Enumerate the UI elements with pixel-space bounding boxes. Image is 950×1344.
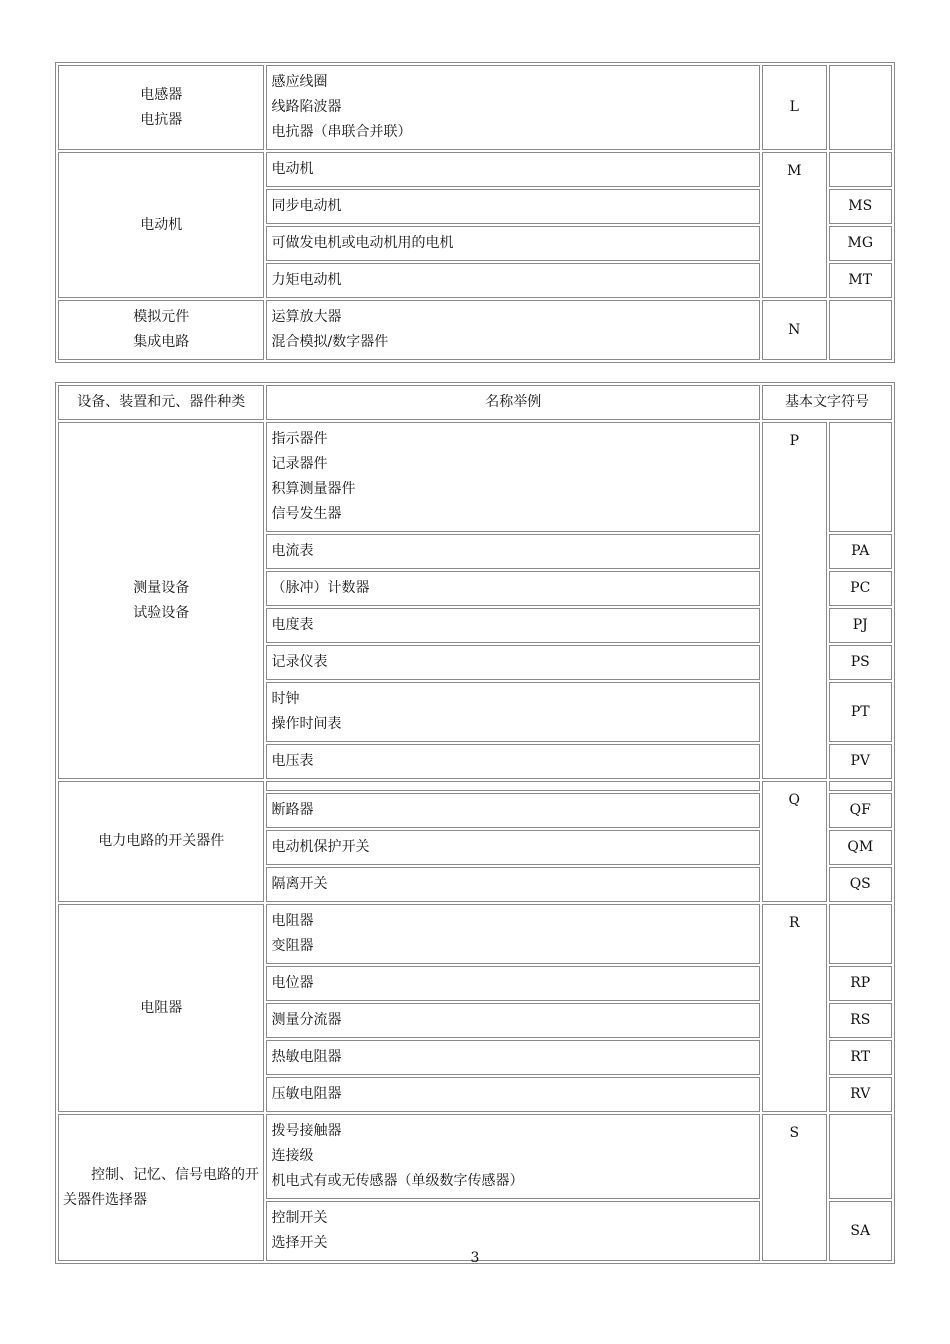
example-text: 指示器件	[271, 431, 328, 447]
sub-symbol-cell	[829, 781, 893, 791]
examples-cell	[266, 422, 760, 532]
base-symbol-cell: R	[762, 904, 826, 1112]
page-number: 3	[470, 1250, 480, 1266]
category-text: 集成电路	[133, 334, 190, 350]
example-cell: 热敏电阻器	[266, 1040, 760, 1075]
example-cell: 同步电动机	[266, 189, 760, 224]
category-cell: 电力电路的开关器件	[58, 781, 264, 902]
example-cell: 记录仪表	[266, 645, 760, 680]
example-text: 电抗器（串联合并联）	[271, 124, 412, 140]
example-text: 操作时间表	[271, 716, 342, 732]
category-cell	[58, 422, 264, 779]
category-cell: 电阻器	[58, 904, 264, 1112]
sub-symbol-cell: SA	[829, 1201, 893, 1261]
sub-symbol-cell: RP	[829, 966, 893, 1001]
example-cell: （脉冲）计数器	[266, 571, 760, 606]
example-text: 积算测量器件	[271, 481, 356, 497]
example-cell: 断路器	[266, 793, 760, 828]
sub-symbol-cell	[829, 152, 893, 187]
example-text: 运算放大器	[271, 309, 342, 325]
table-row	[58, 152, 892, 187]
category-cell: 控制、记忆、信号电路的开关器件选择器	[58, 1114, 264, 1261]
sub-symbol-cell: MT	[829, 263, 893, 298]
sub-symbol-cell: PJ	[829, 608, 893, 643]
category-text: 测量设备	[133, 579, 190, 596]
sub-symbol-cell	[829, 1114, 893, 1199]
sub-symbol-cell	[829, 422, 893, 532]
examples-cell	[266, 1114, 760, 1199]
example-text: 信号发生器	[271, 506, 342, 522]
base-symbol-cell: P	[762, 422, 826, 779]
example-cell: 力矩电动机	[266, 263, 760, 298]
example-cell: 电流表	[266, 534, 760, 569]
table-header-row	[58, 385, 892, 420]
sub-symbol-cell	[829, 300, 893, 360]
category-cell: 电动机	[58, 152, 264, 298]
sub-symbol-cell	[829, 65, 893, 150]
header-category: 设备、装置和元、器件种类	[58, 385, 264, 420]
base-symbol-cell: Q	[762, 781, 826, 902]
symbol-table	[55, 382, 895, 1264]
sub-symbol-cell: RT	[829, 1040, 893, 1075]
sub-symbol-cell	[829, 904, 893, 964]
category-text: 试验设备	[133, 604, 190, 621]
example-cell	[266, 781, 760, 791]
example-text: 混合模拟/数字器件	[271, 334, 389, 350]
table-row	[58, 300, 892, 360]
example-cell: 电动机保护开关	[266, 830, 760, 865]
sub-symbol-cell: PA	[829, 534, 893, 569]
table-row	[58, 65, 892, 150]
table-row	[58, 422, 892, 532]
category-text: 电感器	[140, 86, 183, 103]
example-cell: 隔离开关	[266, 867, 760, 902]
sub-symbol-cell: MG	[829, 226, 893, 261]
base-symbol-cell: N	[762, 300, 826, 360]
sub-symbol-cell: RV	[829, 1077, 893, 1112]
sub-symbol-cell: QS	[829, 867, 893, 902]
example-text: 感应线圈	[271, 74, 328, 90]
example-text: 拨号接触器	[271, 1123, 342, 1139]
base-symbol-cell: M	[762, 152, 826, 298]
sub-symbol-cell: PS	[829, 645, 893, 680]
table-row	[58, 781, 892, 791]
example-text: 线路陷波器	[271, 99, 342, 115]
category-cell	[58, 300, 264, 360]
sub-symbol-cell: PC	[829, 571, 893, 606]
examples-cell	[266, 904, 760, 964]
sub-symbol-cell: RS	[829, 1003, 893, 1038]
header-examples: 名称举例	[266, 385, 760, 420]
sub-symbol-cell: QF	[829, 793, 893, 828]
example-text: 连接级	[271, 1148, 314, 1164]
example-text: 记录器件	[271, 456, 328, 472]
example-text: 机电式有或无传感器（单级数字传感器）	[271, 1173, 524, 1189]
table-row	[58, 904, 892, 964]
base-symbol-cell: L	[762, 65, 826, 150]
table-row	[58, 1114, 892, 1199]
examples-cell	[266, 65, 760, 150]
base-symbol-cell: S	[762, 1114, 826, 1261]
example-cell: 电压表	[266, 744, 760, 779]
symbol-table-continued	[55, 62, 895, 363]
category-text: 电抗器	[140, 111, 183, 128]
sub-symbol-cell: PV	[829, 744, 893, 779]
category-cell	[58, 65, 264, 150]
example-text: 变阻器	[271, 938, 314, 954]
example-cell: 测量分流器	[266, 1003, 760, 1038]
example-text: 选择开关	[271, 1235, 328, 1251]
example-cell: 电位器	[266, 966, 760, 1001]
example-cell: 电度表	[266, 608, 760, 643]
sub-symbol-cell: QM	[829, 830, 893, 865]
example-cell: 压敏电阻器	[266, 1077, 760, 1112]
category-text: 模拟元件	[133, 309, 190, 325]
example-cell: 可做发电机或电动机用的电机	[266, 226, 760, 261]
sub-symbol-cell: MS	[829, 189, 893, 224]
example-text: 电阻器	[271, 913, 314, 929]
sub-symbol-cell: PT	[829, 682, 893, 742]
example-cell: 电动机	[266, 152, 760, 187]
examples-cell	[266, 300, 760, 360]
examples-cell	[266, 682, 760, 742]
header-symbol: 基本文字符号	[762, 385, 892, 420]
example-text: 时钟	[271, 691, 300, 707]
example-text: 控制开关	[271, 1210, 328, 1226]
